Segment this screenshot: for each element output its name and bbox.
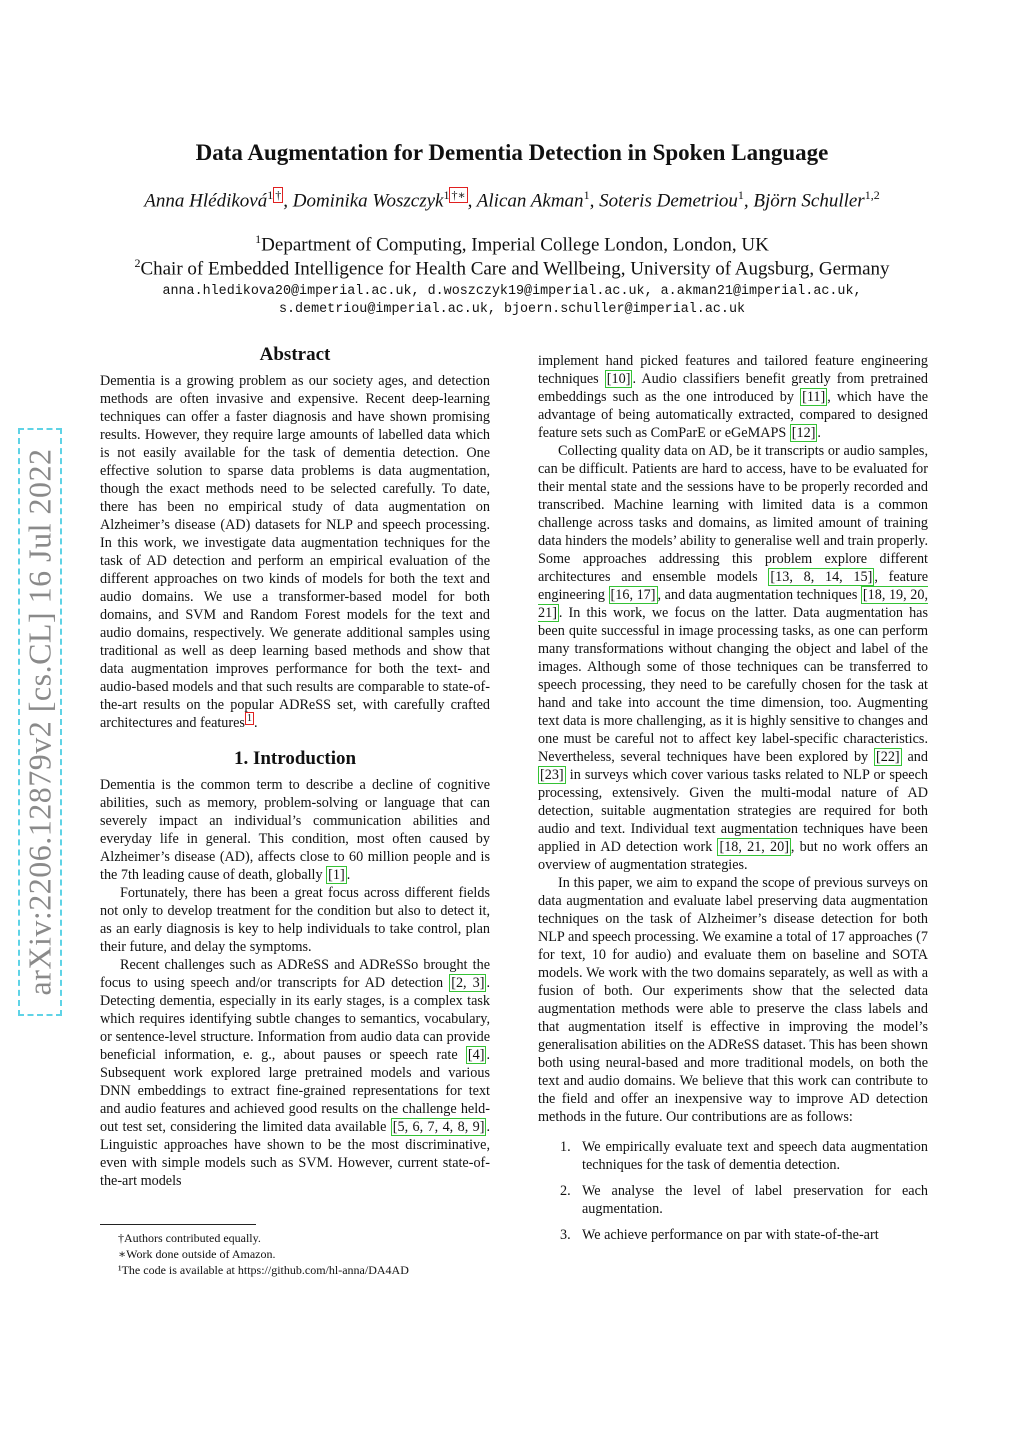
list-item: 3. We achieve performance on par with state-of-the-art [560, 1227, 879, 1243]
affiliation: $^1$Department of Computing, Imperial College London, London, UK [255, 232, 769, 256]
paragraph: Recent challenges such as ADReSS and ADReSSo brought the focus to using speech and/or transcripts for AD detection [2, 3] . Detecting dementia, especially in its early stages, is a complex task which requires identifying subtle changes to semantics, vocabulary, or sentence-level structure. Information from audio data can provide beneficial information, e. g., about pauses or speech rate [4] . Subsequent work explored large pretrained models and various DNN embeddings to extract fine-grained representations for text and audio features and achieved good results on the challenge held-out test set, considering the limited data available [5, 6, 7, 4, 8, 9] . Linguistic approaches have shown to be the most discriminative, even with simple models such as SVM. However, current state-of-the-art models [100, 957, 491, 1189]
citation-link[interactable]: [18, 21, 20] [719, 839, 789, 855]
paragraph: Dementia is the common term to describe a decline of cognitive abilities, such as memory, problem-solving or language that can severely impact an individual’s communication abilities and everyday life in general. This condition, most often caused by Alzheimer’s disease (AD), affects close to 60 million people and is the 7th leading cause of death, globally [1] . [100, 777, 490, 883]
author-name: Alican Akman [476, 190, 584, 212]
citation-link[interactable]: [12] [791, 425, 816, 441]
citation-link[interactable]: [5, 6, 7, 4, 8, 9] [392, 1119, 485, 1135]
citation-link[interactable]: [10] [606, 371, 631, 387]
citation-link[interactable]: [1] [328, 867, 345, 883]
list-item: 2. We analyse the level of label preservation for each augmentation. [560, 1183, 928, 1217]
citation-link[interactable]: [23] [540, 767, 564, 783]
footnote: ¹The code is available at https://github.com/hl-anna/DA4AD [118, 1263, 409, 1277]
left-column [100, 346, 490, 1190]
arxiv-identifier: arXiv:2206.12879v2 [cs.CL] 16 Jul 2022 [21, 448, 58, 996]
citation-link[interactable]: [4] [467, 1047, 485, 1063]
email-line: s.demetriou@imperial.ac.uk, bjoern.schuller@imperial.ac.uk [278, 302, 746, 317]
footnote: ∗Work done outside of Amazon. [118, 1247, 276, 1261]
citation-link[interactable]: [11] [802, 389, 826, 405]
paragraph: In this paper, we aim to expand the scope of previous surveys on data augmentation and evaluate label preserving data augmentation techniques on the task of Alzheimer’s disease detection for both NLP and speech processing. We examine a total of 17 approaches (7 for text, 10 for audio) and evaluate them on baseline and SOTA models. We work with the two domains separately, as well as with a fusion of both. Our experiments show that the selected data augmentation methods were able to preserve the class labels and that augmentation itself is effective in improving the model’s generalisation abilities on the ADReSS dataset. This has been shown both using neural-based and more traditional models, on both the text and audio domains. We believe that this work can contribute to the field and offer an inexpensive way to improve AD detection methods in the future. Our contributions are as follows: [538, 875, 928, 1125]
footnote-link[interactable]: †∗ [451, 188, 466, 202]
footnote: †Authors contributed equally. [118, 1231, 261, 1245]
author-name: Dominika Woszczyk [292, 190, 444, 212]
footnotes [100, 1230, 490, 1278]
contribution-list [538, 1138, 928, 1244]
footnote-rule [100, 1224, 256, 1225]
affiliation: $^2$Chair of Embedded Intelligence for Health Care and Wellbeing, University of Augsburg, Germany [134, 256, 890, 280]
email-line: anna.hledikova20@imperial.ac.uk, d.woszczyk19@imperial.ac.uk, a.akman21@imperial.ac.uk, [162, 284, 862, 299]
author-list: Anna Hlédiková$^{1 \dagger}$ , Dominika Woszczyk$^{1 \dagger∗}$ , Alican Akman$^1$, Soteris Demetriou$^1$, Björn Schuller$^{1,2}$ [144, 188, 880, 212]
author-name: Soteris Demetriou [599, 190, 738, 212]
list-item: 1. We empirically evaluate text and speech data augmentation techniques for the task of dementia detection. [560, 1139, 928, 1173]
citation-link[interactable]: [2, 3] [451, 975, 485, 991]
abstract-text: Dementia is a growing problem as our society ages, and detection methods are often invasive and expensive. Recent deep-learning techniques can offer a faster diagnosis and have shown promising results. However, they require large amounts of labelled data which is not easily available for the task of dementia detection. One effective solution to sparse data problems is data augmentation, though the exact methods need to be selected carefully. To date, there has been no empirical study of data augmentation on Alzheimer’s disease (AD) datasets for NLP and speech processing. In this work, we investigate data augmentation techniques for the task of AD detection and perform an empirical evaluation of the different approaches on two kinds of models for both the text and audio domains. We use a transformer-based model for both domains, and SVM and Random Forest models for the text and audio domains, respectively. We generate additional samples using traditional as well as deep learning based methods and show that data augmentation improves performance for both the text- and audio-based models and that such results are comparable to state-of-the-art results on the popular ADReSS set, with carefully crafted architectures and features $^1$ . [100, 373, 490, 731]
citation-link[interactable]: [16, 17] [610, 587, 656, 603]
footnote-link[interactable]: 1 [246, 713, 252, 725]
paragraph: implement hand picked features and tailored feature engineering techniques [10] . Audio classifiers benefit greatly from pretrained embeddings such as the one introduced by [11] , which have the advantage of being automatically extracted, compared to designed feature sets such as ComParE or eGeMAPS [12] . [538, 353, 928, 441]
citation-link[interactable]: [18, 19, 20, 21] [538, 587, 928, 621]
section-heading: 1. Introduction [233, 748, 357, 769]
paragraph: Collecting quality data on AD, be it transcripts or audio samples, can be difficult. Patients are hard to access, have to be evaluated for their mental state and the sessions have to be properly recorded and transcribed. Machine learning with limited data is a common challenge across tasks and domains, as limited amount of training data hinders the models’ ability to generalise well and train properly. Some approaches addressing this problem explore different architectures and ensemble models [13, 8, 14, 15] , feature engineering [16, 17] , and data augmentation techniques [18, 19, 20, 21] . In this work, we focus on the latter. Data augmentation has been quite successful in image processing tasks, as one can perform many transformations without changing the object and label of the images. Although some of those techniques can be transferred to speech processing, they need to be carefully chosen for the task at hand and take into account the time dimension, too. Augmenting text data is more challenging, as it is highly sensitive to changes and one must be careful not to affect key label-specific characteristics. Nevertheless, several techniques have been explored by [22] and [23] in surveys which cover various tasks related to NLP or speech processing, extensively. Given the multi-modal nature of AD detection, suitable augmentation strategies are required for both audio and text. Individual text augmentation techniques have been applied in AD detection work [18, 21, 20] , but no work offers an overview of augmentation strategies. [538, 443, 928, 873]
footnote-link[interactable]: † [275, 188, 282, 202]
citation-link[interactable]: [22] [876, 749, 900, 765]
abstract-heading: Abstract [259, 344, 331, 365]
right-column [538, 352, 928, 1252]
paragraph: Fortunately, there has been a great focus across different fields not only to develop treatment for the condition but also to detect it, as an early diagnosis is key to help individuals to take control, plan their future, and delay the symptoms. [100, 885, 490, 955]
paper-title: Data Augmentation for Dementia Detection in Spoken Language [195, 140, 829, 165]
author-name: Björn Schuller [753, 190, 865, 212]
citation-link[interactable]: [13, 8, 14, 15] [770, 569, 873, 585]
author-name: Anna Hlédiková [144, 190, 268, 212]
